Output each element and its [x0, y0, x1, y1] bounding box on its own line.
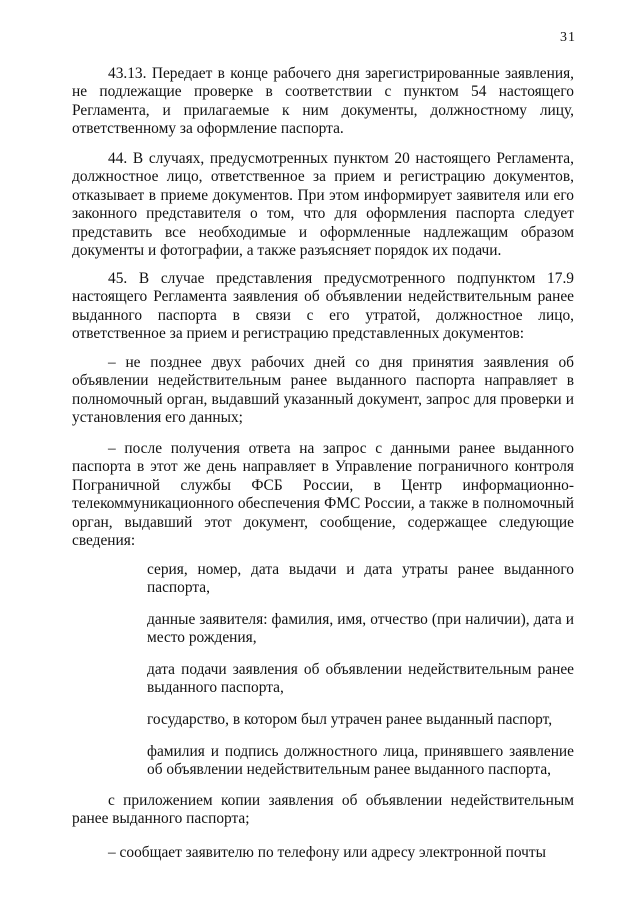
- sublist-item-country: государство, в котором был утрачен ранее выданный паспорт,: [147, 711, 553, 728]
- sublist-item-application-date: дата подачи заявления об объявлении недействительным ранее выданного паспорта,: [147, 661, 574, 697]
- page-number: 31: [560, 30, 576, 45]
- sublist-item-official-signature: фамилия и подпись должностного лица, принявшего заявление об объявлении недействительным ранее выданного паспорта,: [147, 743, 574, 779]
- attachment-paragraph: с приложением копии заявления об объявлении недействительным ранее выданного паспорта;: [72, 792, 574, 828]
- sublist-item-applicant-data: данные заявителя: фамилия, имя, отчество (при наличии), дата и место рождения,: [147, 611, 574, 647]
- dash-item-notification: – после получения ответа на запрос с данными ранее выданного паспорта в этот же день направляет в Управление пограничного контроля Пограничной службы ФСБ России, в Центр информационно-телекоммуникационного обеспечения ФМС России, а также в полномочный орган, выдавший этот документ, сообщение, содержащее следующие сведения:: [72, 440, 574, 550]
- paragraph-43-13: 43.13. Передает в конце рабочего дня зарегистрированные заявления, не подлежащие проверке в соответствии с пунктом 54 настоящего Регламента, и прилагаемые к ним документы, должностному лицу, ответственному за оформление паспорта.: [72, 65, 574, 138]
- paragraph-45: 45. В случае представления предусмотренного подпунктом 17.9 настоящего Регламента заявления об объявлении недействительным ранее выданного паспорта в связи с его утратой, должностное лицо, ответственное за прием и регистрацию представленных документов:: [72, 270, 574, 343]
- dash-item-inform-applicant: – сообщает заявителю по телефону или адресу электронной почты: [108, 844, 546, 861]
- dash-item-request: – не позднее двух рабочих дней со дня принятия заявления об объявлении недействительным ранее выданного паспорта направляет в полномочный орган, выдавший указанный документ, запрос для проверки и установления его данных;: [72, 354, 574, 427]
- paragraph-44: 44. В случаях, предусмотренных пунктом 20 настоящего Регламента, должностное лицо, ответственное за прием и регистрацию документов, отказывает в приеме документов. При этом информирует заявителя или его законного представителя о том, что для оформления паспорта следует представить все необходимые и оформленные надлежащим образом документы и фотографии, а также разъясняет порядок их подачи.: [72, 150, 574, 260]
- sublist-item-passport-data: серия, номер, дата выдачи и дата утраты ранее выданного паспорта,: [147, 561, 574, 597]
